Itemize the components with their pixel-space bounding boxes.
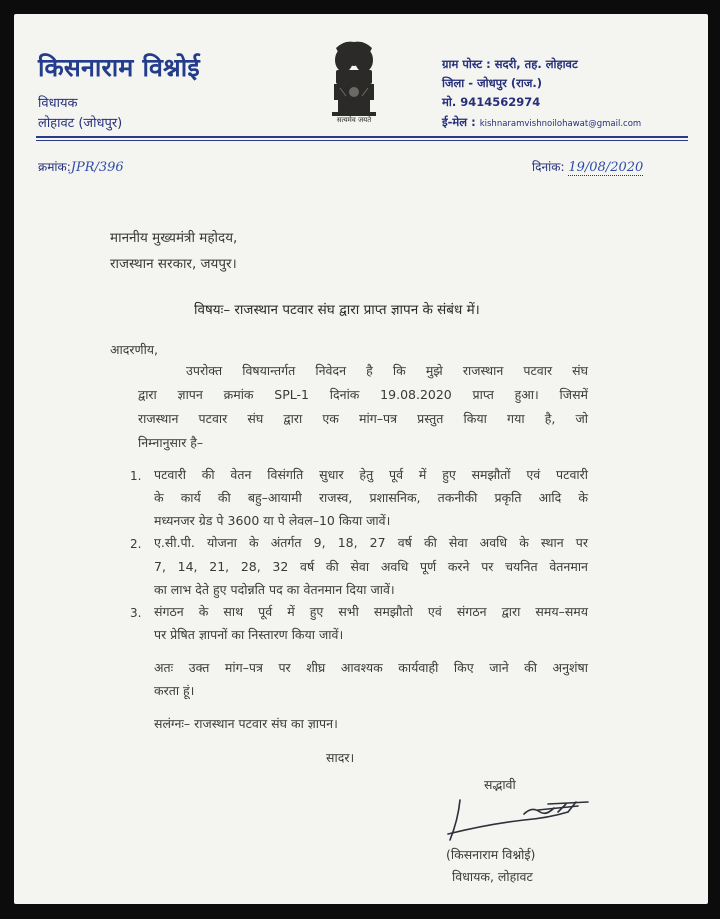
closing-line: सादर। — [326, 750, 355, 765]
point-2-line-2: 7, 14, 21, 28, 32 वर्ष की सेवा अवधि पूर्ण करने पर चयनित वेतनमान — [154, 559, 588, 574]
address-line-2: जिला - जोधपुर (राज.) — [442, 76, 542, 90]
salutation: आदरणीय, — [110, 342, 159, 357]
reference-number — [38, 158, 124, 175]
point-2-line-3: का लाभ देते हुए पदोन्नति पद का वेतनमान दिया जावें। — [154, 582, 395, 597]
date-value: 19/08/2020 — [568, 160, 644, 175]
letter-page — [14, 14, 708, 904]
addressee-line-2: राजस्थान सरकार, जयपुर। — [110, 256, 237, 272]
point-1-line-3: मध्यनजर ग्रेड पे 3600 या पे लेवल–10 किया जावें। — [154, 513, 391, 528]
email-address: kishnaramvishnoilohawat@gmail.com — [479, 119, 642, 129]
constituency: लोहावट (जोधपुर) — [38, 116, 123, 131]
point-3-number: 3. — [130, 606, 142, 620]
regards-line: सद्भावी — [484, 777, 516, 792]
point-1-line-2: के कार्य की बहु–आयामी राजस्व, प्रशासनिक, तकनीकी प्रकृति आदि के — [154, 490, 588, 505]
intro-line-2: द्वारा ज्ञापन क्रमांक SPL-1 दिनांक 19.08.2020 प्राप्त हुआ। जिसमें — [138, 387, 588, 402]
point-3-line-2: पर प्रेषित ज्ञापनों का निस्तारण किया जावें। — [154, 627, 344, 642]
mobile-number: मो. 9414562974 — [442, 95, 541, 109]
intro-line-3: राजस्थान पटवार संघ द्वारा एक मांग–पत्र प्रस्तुत किया गया है, जो — [138, 411, 588, 426]
date-label: दिनांक: — [532, 160, 565, 174]
letterhead-rule-thick — [36, 136, 688, 138]
intro-line-1: उपरोक्त विषयान्तर्गत निवेदन है कि मुझे राजस्थान पटवार संघ — [186, 363, 588, 378]
email-line — [442, 115, 641, 130]
point-1-number: 1. — [130, 469, 142, 483]
request-line-2: करता हूं। — [154, 683, 195, 698]
email-label: ई-मेल : — [442, 115, 476, 129]
handwritten-signature — [428, 790, 598, 850]
addressee-line-1: माननीय मुख्यमंत्री महोदय, — [110, 230, 238, 246]
signatory-title: विधायक, लोहावट — [452, 869, 533, 884]
letterhead-rule-thin — [36, 140, 688, 141]
enclosure-line: सलंग्नः– राजस्थान पटवार संघ का ज्ञापन। — [154, 716, 338, 731]
designation: विधायक — [38, 96, 78, 111]
point-3-line-1: संगठन के साथ पूर्व में हुए सभी समझौतो एवं संगठन द्वारा समय–समय — [154, 604, 588, 619]
signatory-name: (किसनाराम विश्नोई) — [446, 847, 536, 862]
request-line-1: अतः उक्त मांग–पत्र पर शीघ्र आवश्यक कार्यवाही किए जाने की अनुशंषा — [154, 660, 588, 675]
reference-value: JPR/396 — [70, 160, 124, 175]
reference-label: क्रमांक: — [38, 160, 71, 174]
address-line-1: ग्राम पोस्ट : सदरी, तह. लोहावट — [442, 57, 578, 71]
point-2-number: 2. — [130, 537, 142, 551]
subject-line: विषयः– राजस्थान पटवार संघ द्वारा प्राप्त ज्ञापन के संबंध में। — [194, 302, 480, 318]
intro-line-4: निम्नानुसार है– — [138, 435, 204, 450]
letter-date — [532, 158, 643, 175]
point-1-line-1: पटवारी की वेतन विसंगति सुधार हेतु पूर्व में हुए समझौतों एवं पटवारी — [154, 467, 588, 482]
mla-name: किसनाराम विश्नोई — [38, 53, 200, 82]
point-2-line-1: ए.सी.पी. योजना के अंतर्गत 9, 18, 27 वर्ष की सेवा अवधि के स्थान पर — [154, 535, 588, 550]
emblem-motto: सत्यमेव जयते — [336, 116, 372, 124]
